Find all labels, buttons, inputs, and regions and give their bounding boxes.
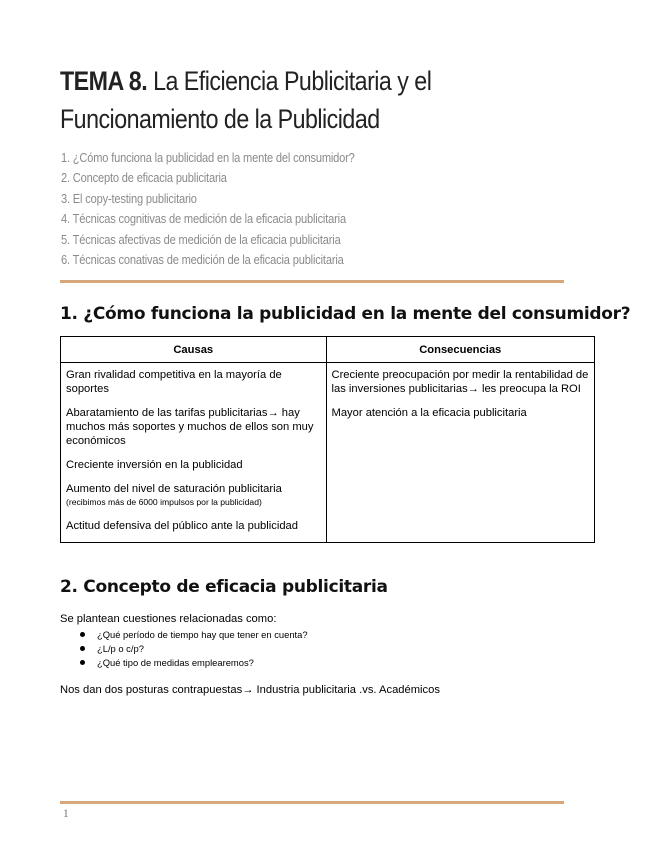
table-of-contents — [61, 148, 411, 270]
section2-intro: Se plantean cuestiones relacionadas como: — [60, 613, 277, 625]
toc-item[interactable]: 6. Técnicas conativas de medición de la eficacia publicitaria — [61, 252, 344, 268]
bullet-icon — [80, 660, 85, 665]
toc-item[interactable]: 1. ¿Cómo funciona la publicidad en la mente del consumidor? — [61, 150, 355, 165]
list-item-text: ¿Qué período de tiempo hay que tener en cuenta? — [97, 629, 308, 640]
bullet-icon — [80, 646, 85, 651]
page-number: 1 — [63, 808, 69, 820]
toc-item[interactable]: 2. Concepto de eficacia publicitaria — [61, 170, 227, 186]
causa-note: (recibimos más de 6000 impulsos por la publicidad) — [66, 497, 262, 507]
list-item-text: ¿L/p o c/p? — [97, 643, 144, 654]
column-header-causas: Causas — [61, 337, 327, 363]
causa-item: Actitud defensiva del público ante la publicidad — [66, 520, 298, 532]
toc-item[interactable]: 5. Técnicas afectivas de medición de la eficacia publicitaria — [61, 231, 341, 247]
list-item-text: ¿Qué tipo de medidas emplearemos? — [97, 657, 254, 668]
section-heading-1: 1. ¿Cómo funciona la publicidad en la mente del consumidor? — [60, 304, 631, 324]
list-item — [80, 656, 308, 670]
toc-item[interactable]: 4. Técnicas cognitivas de medición de la eficacia publicitaria — [61, 211, 346, 227]
consecuencia-item: Creciente preocupación por medir la rentabilidad de las inversiones publicitarias→ les preocupa la ROI — [331, 369, 589, 395]
causa-item: Creciente inversión en la publicidad — [66, 459, 243, 471]
section-heading-2: 2. Concepto de eficacia publicitaria — [60, 577, 388, 597]
causes-consequences-table — [60, 336, 595, 543]
list-item — [80, 642, 308, 656]
table-row — [61, 363, 595, 543]
consecuencias-cell — [326, 363, 595, 543]
page-title-text: La Eficiencia Publicitaria y el Funcionamiento de la Publicidad — [60, 66, 432, 134]
column-header-consecuencias: Consecuencias — [326, 337, 595, 363]
list-item — [80, 628, 308, 642]
page-title-number: TEMA 8. — [60, 66, 148, 96]
causa-item-saturation — [66, 482, 321, 509]
toc-item[interactable]: 3. El copy-testing publicitario — [61, 190, 197, 206]
page-title — [60, 62, 524, 138]
causa-item-text: Aumento del nivel de saturación publicitaria — [66, 483, 282, 495]
causas-cell — [61, 363, 327, 543]
causa-item: Gran rivalidad competitiva en la mayoría de soportes — [66, 369, 282, 395]
section2-closing: Nos dan dos posturas contrapuestas→ Industria publicitaria .vs. Académicos — [60, 684, 440, 696]
causa-item: Abaratamiento de las tarifas publicitarias→ hay muchos más soportes y muchos de ellos son muy económicos — [66, 407, 314, 447]
table-header-row — [61, 337, 595, 363]
bullet-icon — [80, 632, 85, 637]
bullet-list — [80, 628, 308, 670]
footer-divider — [60, 801, 564, 804]
divider — [60, 280, 564, 283]
consecuencia-item: Mayor atención a la eficacia publicitaria — [331, 407, 527, 419]
